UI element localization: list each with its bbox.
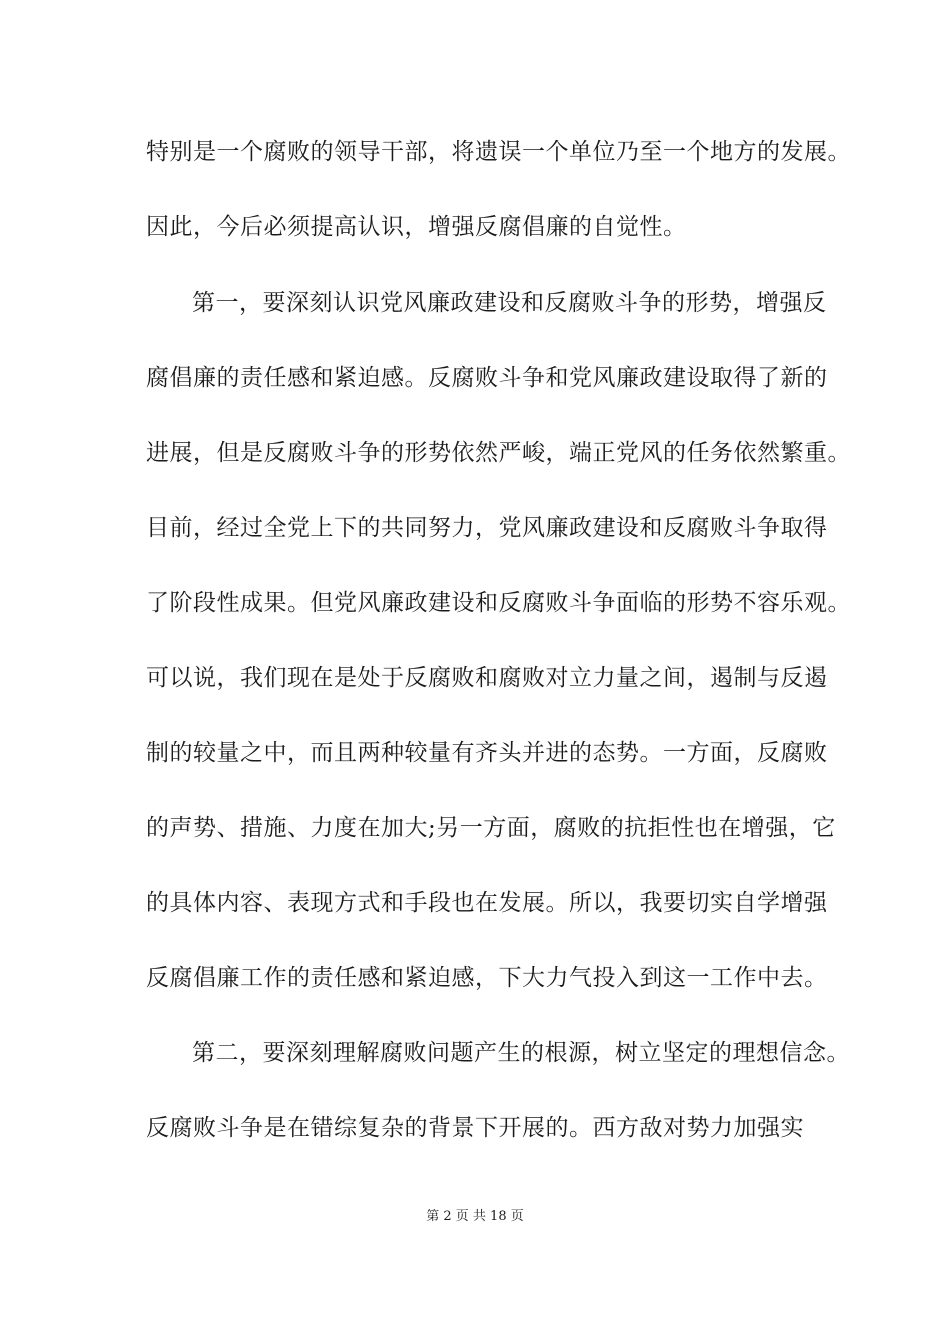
text-line: 因此，今后必须提高认识，增强反腐倡廉的自觉性。 xyxy=(146,214,687,240)
page-number-footer: 第 2 页 共 18 页 xyxy=(426,1209,524,1224)
text-line: 的声势、措施、力度在加大;另一方面，腐败的抗拒性也在增强，它 xyxy=(146,815,836,841)
text-line: 反腐倡廉工作的责任感和紧迫感，下大力气投入到这一工作中去。 xyxy=(146,965,828,991)
text-line: 反腐败斗争是在错综复杂的背景下开展的。西方敌对势力加强实 xyxy=(146,1115,804,1141)
text-line: 特别是一个腐败的领导干部，将遗误一个单位乃至一个地方的发展。 xyxy=(146,139,851,165)
text-line: 腐倡廉的责任感和紧迫感。反腐败斗争和党风廉政建设取得了新的 xyxy=(146,365,828,391)
text-line: 进展，但是反腐败斗争的形势依然严峻，端正党风的任务依然繁重。 xyxy=(146,440,851,466)
paragraph-first-line: 第一，要深刻认识党风廉政建设和反腐败斗争的形势，增强反 xyxy=(192,290,827,316)
paragraph-first-line: 第二，要深刻理解腐败问题产生的根源，树立坚定的理想信念。 xyxy=(192,1040,850,1066)
text-line: 目前，经过全党上下的共同努力，党风廉政建设和反腐败斗争取得 xyxy=(146,515,828,541)
text-line: 可以说，我们现在是处于反腐败和腐败对立力量之间，遏制与反遏 xyxy=(146,665,828,691)
text-line: 了阶段性成果。但党风廉政建设和反腐败斗争面临的形势不容乐观。 xyxy=(146,590,851,616)
text-line: 的具体内容、表现方式和手段也在发展。所以，我要切实自学增强 xyxy=(146,890,828,916)
text-line: 制的较量之中，而且两种较量有齐头并进的态势。一方面，反腐败 xyxy=(146,740,828,766)
